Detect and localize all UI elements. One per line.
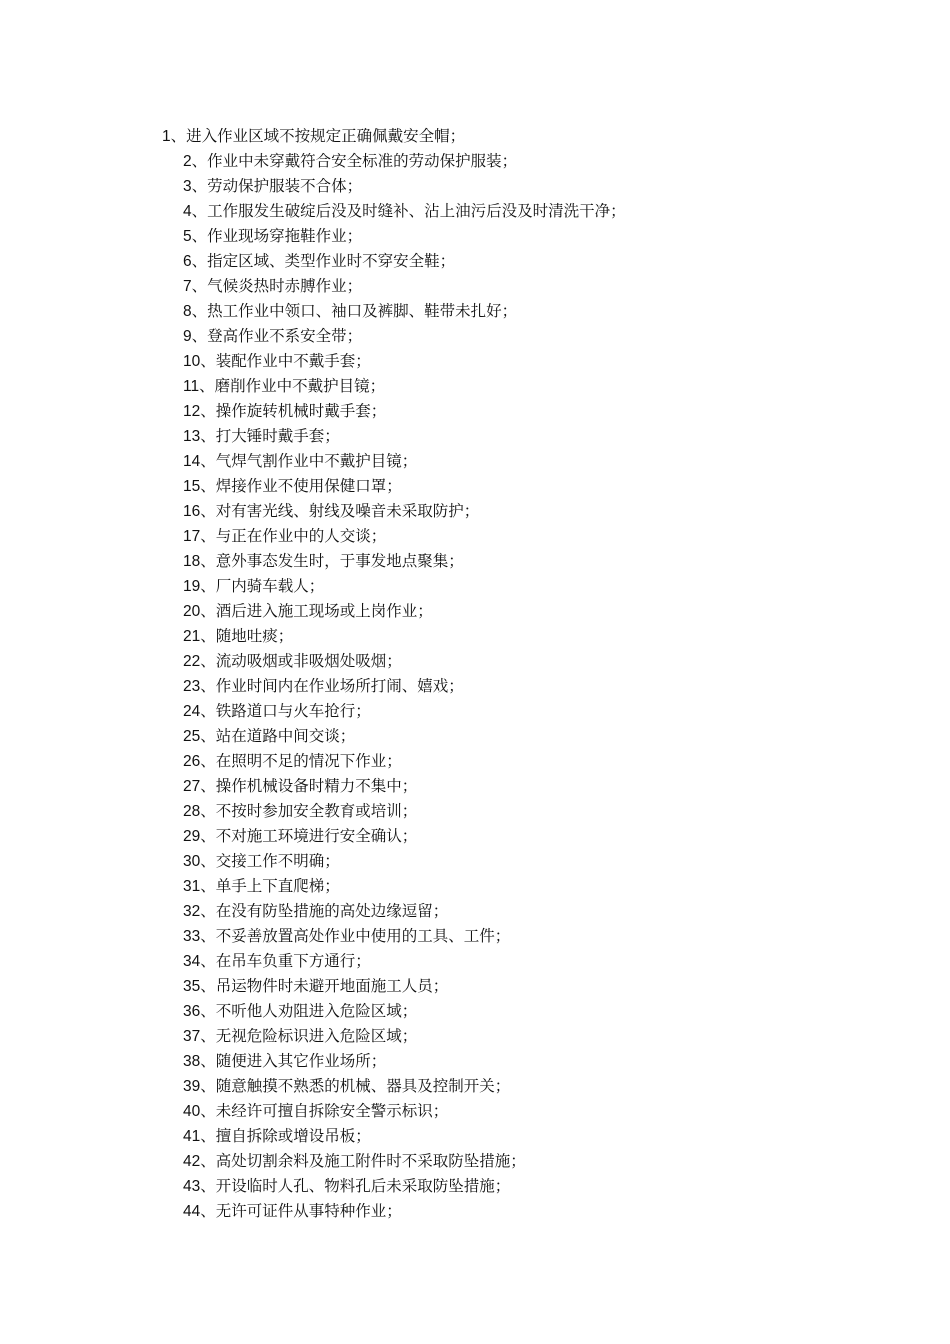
- item-number: 32: [183, 903, 201, 920]
- item-text: 、酒后进入施工现场或上岗作业；: [200, 602, 433, 620]
- list-item: [0, 749, 950, 774]
- item-number: 35: [183, 978, 201, 995]
- item-text: 、气焊气割作业中不戴护目镜；: [200, 452, 418, 470]
- item-number: 30: [183, 853, 201, 870]
- list-item: [0, 874, 950, 899]
- item-text: 、作业中未穿戴符合安全标准的劳动保护服装；: [191, 152, 518, 170]
- item-text: 、不听他人劝阻进入危险区域；: [200, 1002, 418, 1020]
- item-text: 、交接工作不明确；: [200, 852, 340, 870]
- list-item: [0, 124, 950, 149]
- list-item: [0, 474, 950, 499]
- list-item: [0, 924, 950, 949]
- item-number: 16: [183, 503, 201, 520]
- item-text: 、气候炎热时赤膊作业；: [191, 277, 363, 295]
- item-number: 7: [183, 278, 192, 295]
- item-number: 23: [183, 678, 201, 695]
- list-item: [0, 199, 950, 224]
- list-item: [0, 599, 950, 624]
- item-number: 3: [183, 178, 192, 195]
- item-number: 8: [183, 303, 192, 320]
- item-text: 、擅自拆除或增设吊板；: [200, 1127, 371, 1145]
- list-item: [0, 399, 950, 424]
- item-number: 14: [183, 453, 201, 470]
- list-item: [0, 674, 950, 699]
- list-item: [0, 624, 950, 649]
- item-number: 33: [183, 928, 201, 945]
- item-number: 13: [183, 428, 201, 445]
- item-text: 、与正在作业中的人交谈；: [200, 527, 387, 545]
- item-text: 、热工作业中领口、袖口及裤脚、鞋带未扎好；: [191, 302, 518, 320]
- item-text: 、高处切割余料及施工附件时不采取防坠措施；: [200, 1152, 526, 1170]
- item-text: 、单手上下直爬梯；: [200, 877, 340, 895]
- item-text: 、作业时间内在作业场所打闹、嬉戏；: [200, 677, 464, 695]
- item-text: 、劳动保护服装不合体；: [191, 177, 363, 195]
- list-item: [0, 549, 950, 574]
- list-item: [0, 849, 950, 874]
- item-number: 11: [183, 378, 200, 395]
- list-item: [0, 524, 950, 549]
- list-item: [0, 974, 950, 999]
- item-number: 29: [183, 828, 201, 845]
- item-number: 39: [183, 1078, 201, 1095]
- item-text: 、随地吐痰；: [200, 627, 294, 645]
- item-number: 26: [183, 753, 201, 770]
- safety-rules-list: [0, 124, 950, 1224]
- item-text: 、随便进入其它作业场所；: [200, 1052, 387, 1070]
- item-text: 、无视危险标识进入危险区域；: [200, 1027, 418, 1045]
- item-number: 36: [183, 1003, 201, 1020]
- list-item: [0, 949, 950, 974]
- list-item: [0, 349, 950, 374]
- list-item: [0, 1149, 950, 1174]
- list-item: [0, 224, 950, 249]
- item-text: 、打大锤时戴手套；: [200, 427, 340, 445]
- item-text: 、在照明不足的情况下作业；: [200, 752, 402, 770]
- item-number: 1: [162, 128, 171, 145]
- item-number: 34: [183, 953, 201, 970]
- item-number: 24: [183, 703, 201, 720]
- list-item: [0, 499, 950, 524]
- list-item: [0, 299, 950, 324]
- item-text: 、在没有防坠措施的高处边缘逗留；: [200, 902, 449, 920]
- item-text: 、流动吸烟或非吸烟处吸烟；: [200, 652, 402, 670]
- item-text: 、厂内骑车载人；: [200, 577, 325, 595]
- item-number: 12: [183, 403, 201, 420]
- list-item: [0, 249, 950, 274]
- list-item: [0, 1199, 950, 1224]
- item-text: 、工作服发生破绽后没及时缝补、沾上油污后没及时清洗干净；: [191, 202, 626, 220]
- item-number: 42: [183, 1153, 201, 1170]
- list-item: [0, 799, 950, 824]
- item-number: 37: [183, 1028, 201, 1045]
- item-number: 9: [183, 328, 192, 345]
- list-item: [0, 824, 950, 849]
- list-item: [0, 774, 950, 799]
- item-text: 、进入作业区域不按规定正确佩戴安全帽；: [170, 127, 466, 145]
- item-text: 、磨削作业中不戴护目镜；: [199, 377, 386, 395]
- item-number: 22: [183, 653, 201, 670]
- item-text: 、操作机械设备时精力不集中；: [200, 777, 418, 795]
- item-number: 40: [183, 1103, 201, 1120]
- item-text: 、操作旋转机械时戴手套；: [200, 402, 387, 420]
- list-item: [0, 424, 950, 449]
- list-item: [0, 999, 950, 1024]
- list-item: [0, 149, 950, 174]
- item-text: 、在吊车负重下方通行；: [200, 952, 371, 970]
- item-text: 、开设临时人孔、物料孔后未采取防坠措施；: [200, 1177, 511, 1195]
- item-number: 6: [183, 253, 192, 270]
- list-item: [0, 1099, 950, 1124]
- item-number: 18: [183, 553, 201, 570]
- list-item: [0, 174, 950, 199]
- item-text: 、登高作业不系安全带；: [191, 327, 363, 345]
- item-number: 21: [183, 628, 201, 645]
- item-number: 44: [183, 1203, 201, 1220]
- item-text: 、指定区域、类型作业时不穿安全鞋；: [191, 252, 456, 270]
- item-text: 、焊接作业不使用保健口罩；: [200, 477, 402, 495]
- item-text: 、不对施工环境进行安全确认；: [200, 827, 418, 845]
- list-item: [0, 324, 950, 349]
- list-item: [0, 1024, 950, 1049]
- list-item: [0, 1074, 950, 1099]
- item-text: 、随意触摸不熟悉的机械、器具及控制开关；: [200, 1077, 511, 1095]
- item-number: 10: [183, 353, 201, 370]
- list-item: [0, 724, 950, 749]
- item-number: 2: [183, 153, 192, 170]
- item-number: 27: [183, 778, 201, 795]
- item-number: 4: [183, 203, 192, 220]
- list-item: [0, 1124, 950, 1149]
- list-item: [0, 374, 950, 399]
- item-text: 、站在道路中间交谈；: [200, 727, 356, 745]
- item-number: 25: [183, 728, 201, 745]
- item-text: 、未经许可擅自拆除安全警示标识；: [200, 1102, 449, 1120]
- list-item: [0, 649, 950, 674]
- item-text: 、铁路道口与火车抢行；: [200, 702, 371, 720]
- list-item: [0, 449, 950, 474]
- item-number: 20: [183, 603, 201, 620]
- item-number: 17: [183, 528, 201, 545]
- list-item: [0, 1174, 950, 1199]
- item-number: 38: [183, 1053, 201, 1070]
- list-item: [0, 1049, 950, 1074]
- item-text: 、对有害光线、射线及噪音未采取防护；: [200, 502, 480, 520]
- item-number: 28: [183, 803, 201, 820]
- item-number: 5: [183, 228, 192, 245]
- item-number: 43: [183, 1178, 201, 1195]
- item-text: 、装配作业中不戴手套；: [200, 352, 371, 370]
- item-text: 、不按时参加安全教育或培训；: [200, 802, 418, 820]
- item-text: 、无许可证件从事特种作业；: [200, 1202, 402, 1220]
- item-text: 、作业现场穿拖鞋作业；: [191, 227, 363, 245]
- list-item: [0, 574, 950, 599]
- item-text: 、不妥善放置高处作业中使用的工具、工件；: [200, 927, 511, 945]
- item-number: 41: [183, 1128, 201, 1145]
- list-item: [0, 274, 950, 299]
- item-number: 15: [183, 478, 201, 495]
- list-item: [0, 899, 950, 924]
- list-item: [0, 699, 950, 724]
- item-text: 、吊运物件时未避开地面施工人员；: [200, 977, 449, 995]
- item-number: 31: [183, 878, 201, 895]
- item-text: 、意外事态发生时，于事发地点聚集；: [200, 552, 464, 570]
- item-number: 19: [183, 578, 201, 595]
